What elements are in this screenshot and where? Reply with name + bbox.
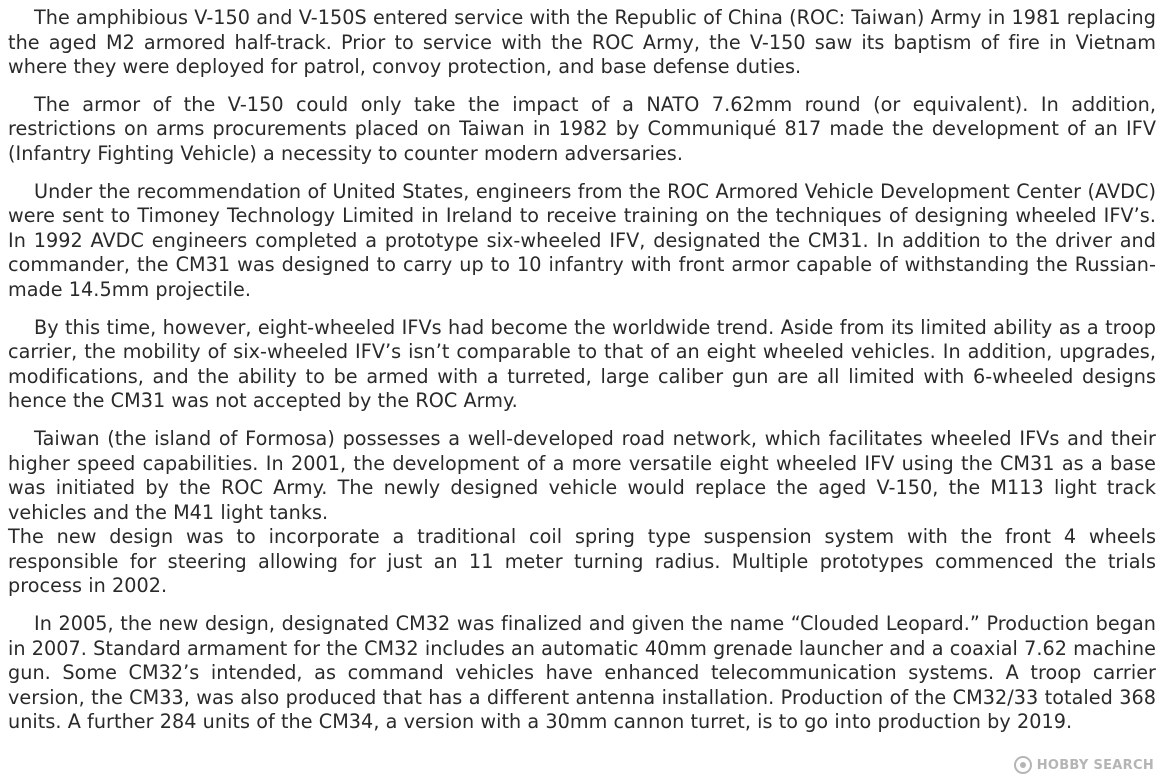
paragraph-suspension-design: The new design was to incorporate a traditional coil spring type suspension system with the front 4 wheels responsible for steering allowing for just an 11 meter turning radius. Multiple prototypes commenced the trials process in 2002. [8,525,1156,598]
paragraph-eight-wheeled-trend: By this time, however, eight-wheeled IFVs had become the worldwide trend. Aside from its limited ability as a troop carrier, the mobility of six-wheeled IFV’s isn’t comparable to that of an eight wheeled vehicles. In addition, upgrades, modifications, and the ability to be armed with a turreted, large caliber gun are all limited with 6-wheeled designs hence the CM31 was not accepted by the ROC Army. [8,315,1156,413]
paragraph-cm32-production: In 2005, the new design, designated CM32 was finalized and given the name “Clouded Leopard.” Production began in 2007. Standard armament for the CM32 includes an automatic 40mm grenade launcher and a coaxial 7.62 machine gun. Some CM32’s intended, as command vehicles have enhanced telecommunication systems. A troop carrier version, the CM33, was also produced that has a different antenna installation. Production of the CM32/33 totaled 368 units. A further 284 units of the CM34, a version with a 30mm cannon turret, is to go into production by 2019. [8,612,1156,734]
paragraph-v150-service: The amphibious V-150 and V-150S entered service with the Republic of China (ROC: Taiwan) Army in 1981 replacing the aged M2 armored half-track. Prior to service with the ROC Army, the V-150 saw its baptism of fire in Vietnam where they were deployed for patrol, convoy protection, and base defense duties. [8,6,1156,79]
watermark-text: HOBBY SEARCH [1036,757,1154,773]
hobbysearch-logo-icon [1014,756,1032,774]
watermark [1014,756,1154,774]
document-body [8,6,1156,735]
paragraph-cm31-development: Under the recommendation of United States, engineers from the ROC Armored Vehicle Development Center (AVDC) were sent to Timoney Technology Limited in Ireland to receive training on the techniques of designing wheeled IFV’s. In 1992 AVDC engineers completed a prototype six-wheeled IFV, designated the CM31. In addition to the driver and commander, the CM31 was designed to carry up to 10 infantry with front armor capable of withstanding the Russian-made 14.5mm projectile. [8,179,1156,301]
paragraph-taiwan-road-network: Taiwan (the island of Formosa) possesses a well-developed road network, which facilitates wheeled IFVs and their higher speed capabilities. In 2001, the development of a more versatile eight wheeled IFV using the CM31 as a base was initiated by the ROC Army. The newly designed vehicle would replace the aged V-150, the M113 light track vehicles and the M41 light tanks. [8,426,1156,524]
paragraph-v150-armor: The armor of the V-150 could only take the impact of a NATO 7.62mm round (or equivalent). In addition, restrictions on arms procurements placed on Taiwan in 1982 by Communiqué 817 made the development of an IFV (Infantry Fighting Vehicle) a necessity to counter modern adversaries. [8,92,1156,165]
